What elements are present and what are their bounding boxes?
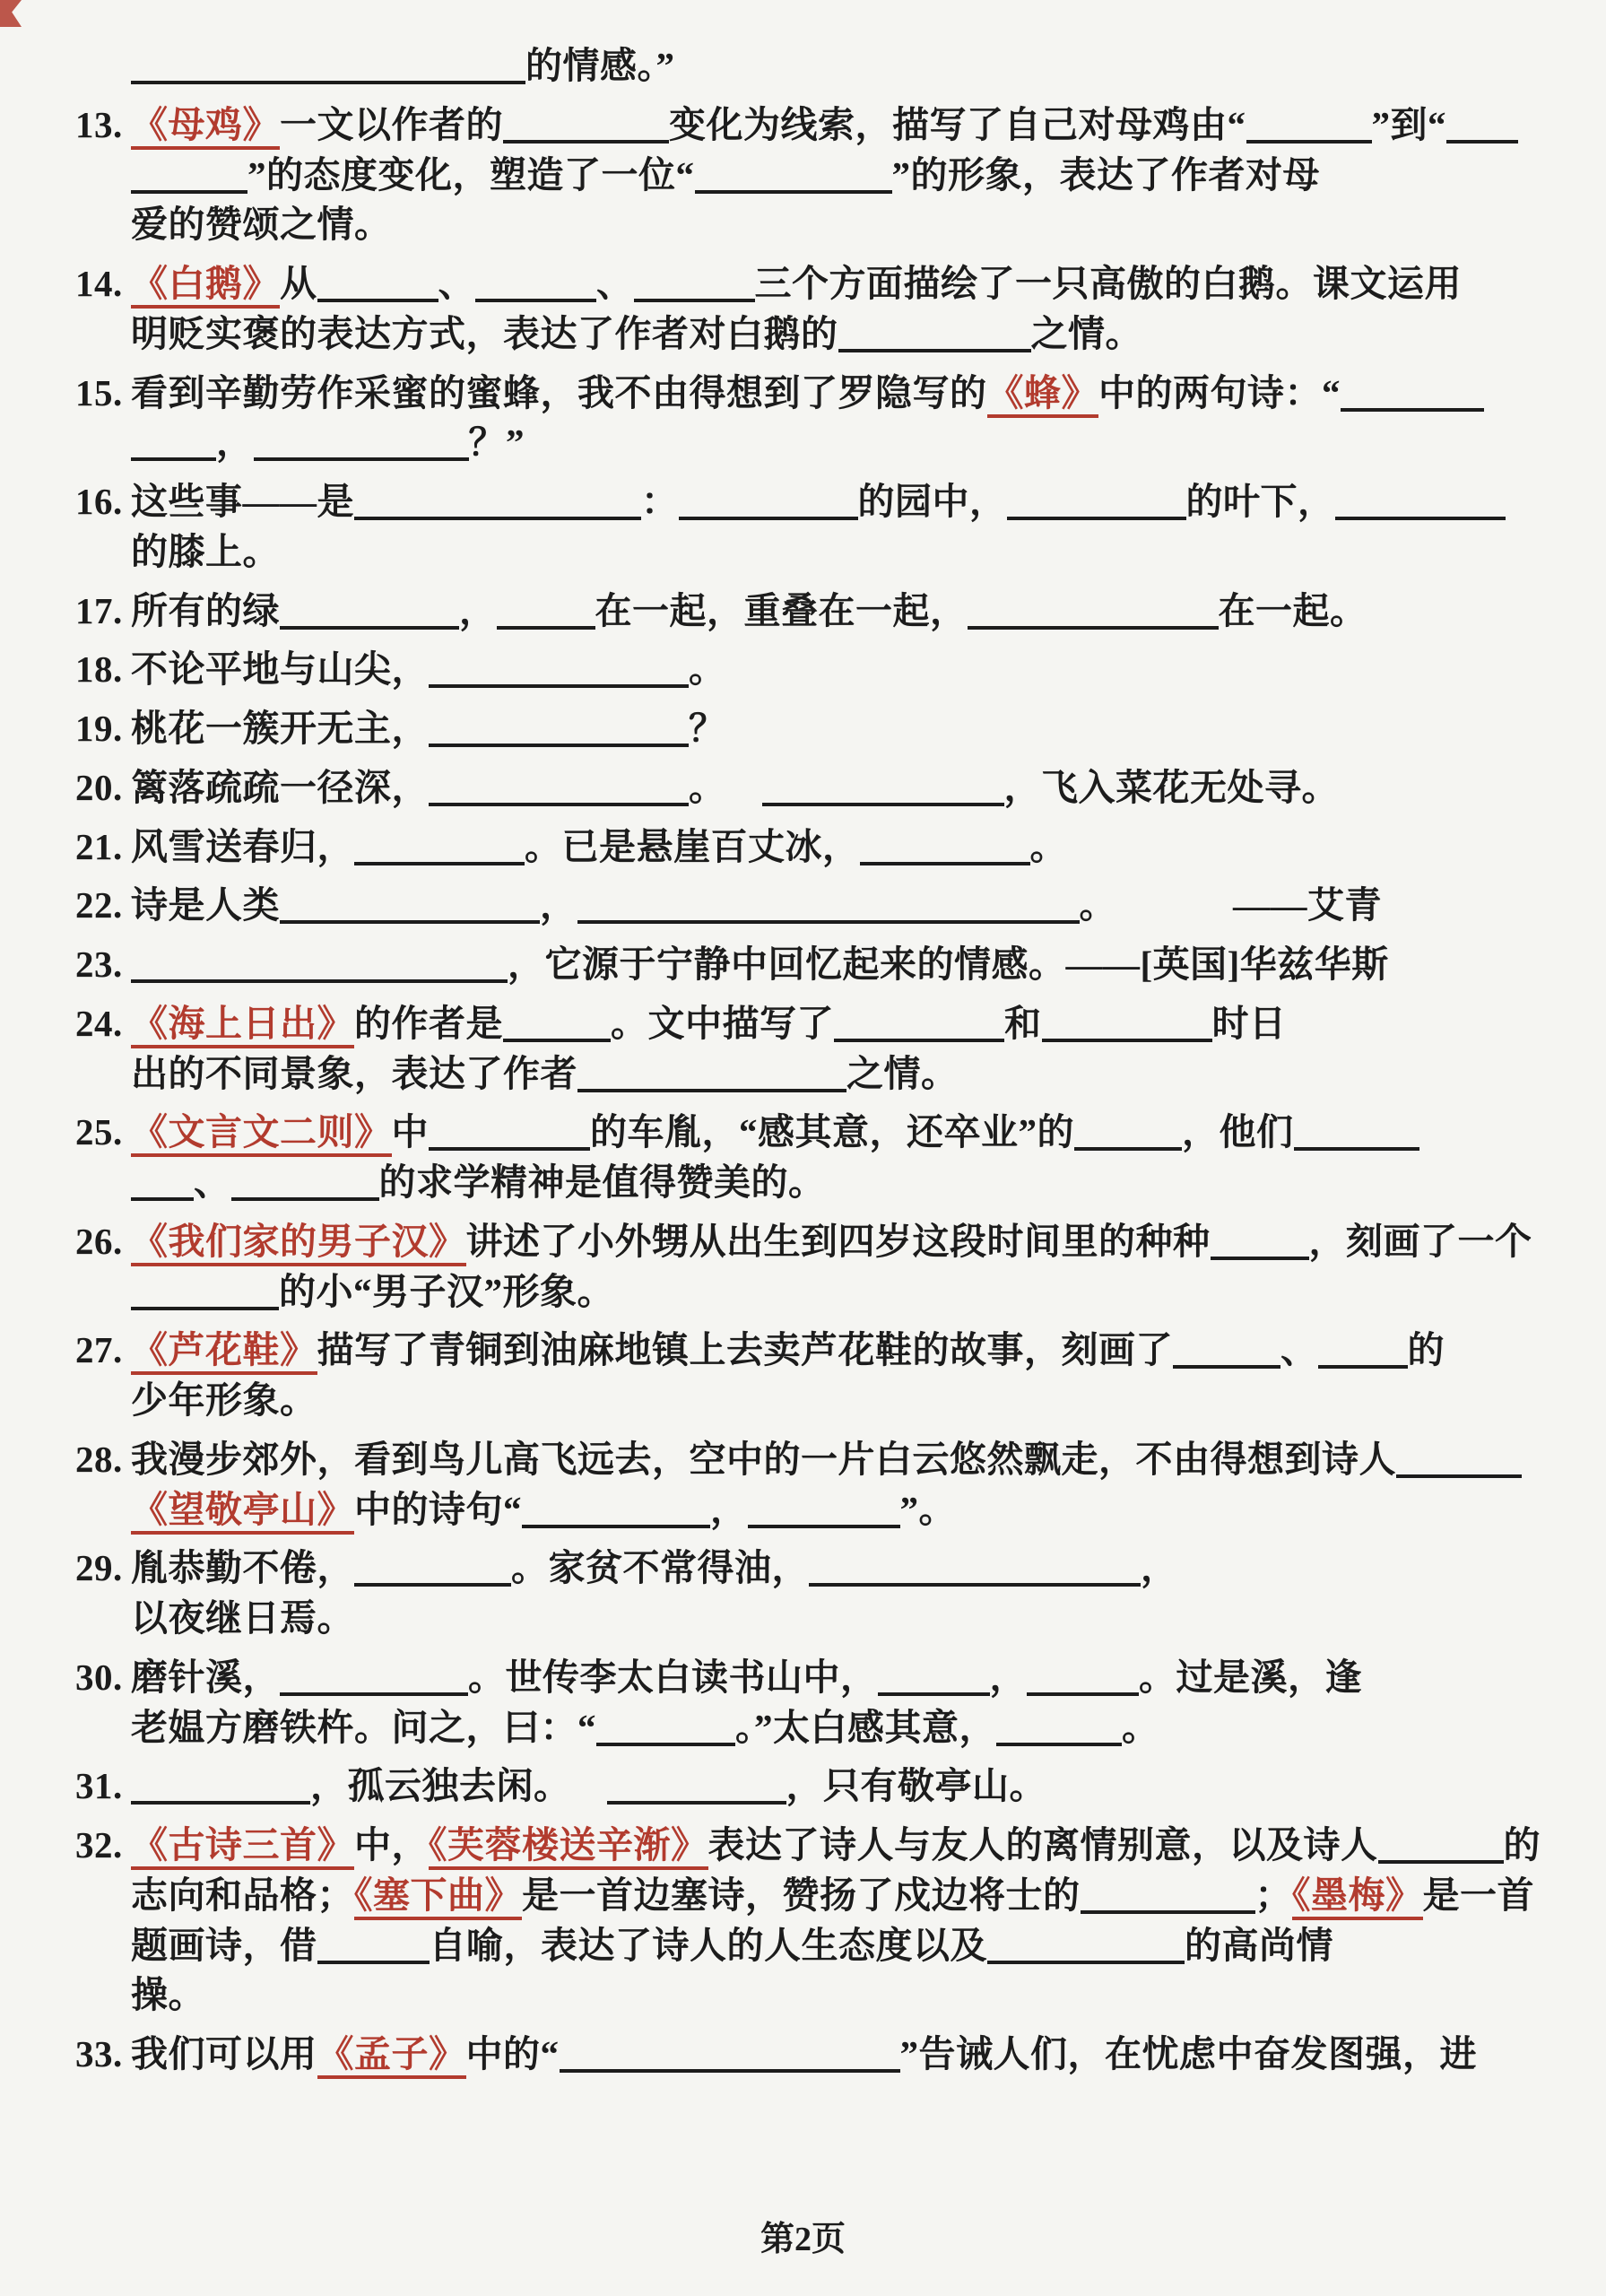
question-item	[75, 999, 1579, 1100]
book-title: 《孟子》	[317, 2033, 466, 2079]
question-text: 桃花一簇开无主，	[131, 708, 429, 749]
answer-blank[interactable]	[577, 1056, 846, 1092]
question-content	[131, 1653, 1579, 1753]
question-text: 篱落疏疏一径深，	[131, 766, 429, 808]
question-text: 是一首	[1422, 1874, 1534, 1916]
question-text: 操。	[131, 1974, 205, 2016]
question-text: 描写了青铜到油麻地镇上去卖芦花鞋的故事，刻画了	[317, 1329, 1173, 1371]
question-item	[75, 1108, 1579, 1208]
answer-blank[interactable]	[596, 1709, 735, 1746]
answer-blank[interactable]	[1211, 1223, 1309, 1260]
answer-blank[interactable]	[280, 887, 540, 924]
question-content	[131, 822, 1579, 873]
question-text: 志向和品格；	[131, 1874, 354, 1916]
question-text: 和	[1004, 1002, 1042, 1044]
question-text: 不论平地与山尖，	[131, 648, 429, 691]
question-item	[75, 1821, 1579, 2021]
question-item	[75, 369, 1579, 469]
question-text: 。	[1079, 884, 1116, 926]
book-title: 《塞下曲》	[354, 1874, 522, 1920]
question-item	[75, 881, 1579, 931]
question-text: 表达了诗人与友人的离情别意，以及诗人	[708, 1824, 1378, 1866]
question-text: ；	[1254, 1874, 1292, 1916]
question-text: 、	[438, 263, 475, 304]
answer-blank[interactable]	[1173, 1332, 1280, 1369]
question-text: 是一首边塞诗，赞扬了戍边将士的	[522, 1874, 1081, 1916]
answer-blank[interactable]	[748, 1492, 900, 1528]
question-number: 31.	[75, 1765, 123, 1807]
question-text: 的小“男子汉”形象。	[279, 1270, 614, 1312]
question-text: 所有的绿	[131, 589, 280, 631]
question-number: 20.	[75, 766, 123, 808]
answer-blank[interactable]	[1007, 483, 1186, 520]
question-item	[75, 477, 1579, 578]
question-text: ”。	[899, 1488, 956, 1530]
question-text: 时日	[1211, 1002, 1287, 1044]
answer-blank[interactable]	[280, 593, 459, 630]
question-content	[131, 587, 1579, 637]
answer-blank[interactable]	[968, 593, 1219, 630]
question-number: 18.	[75, 648, 123, 691]
question-item	[75, 940, 1579, 990]
question-text: 明贬实褒的表达方式，表达了作者对白鹅的	[131, 312, 838, 354]
question-content	[131, 1326, 1579, 1426]
question-text: 爱的赞颂之情。	[131, 204, 392, 246]
question-number: 22.	[75, 884, 123, 926]
question-text: 的膝上。	[131, 530, 280, 572]
question-number: 27.	[75, 1329, 123, 1371]
book-title: 《望敬亭山》	[131, 1489, 354, 1535]
answer-blank[interactable]	[503, 107, 669, 144]
spacer	[1116, 916, 1233, 918]
question-text: 胤恭勤不倦，	[131, 1547, 354, 1589]
answer-blank[interactable]	[1446, 107, 1518, 144]
question-text: 中的诗句“	[354, 1488, 522, 1530]
question-text: 题画诗，借	[131, 1924, 317, 1966]
question-text: 。”太白感其意，	[735, 1706, 996, 1748]
question-text: ，	[1141, 1547, 1178, 1589]
question-text: 磨针溪，	[131, 1656, 280, 1698]
answer-blank[interactable]	[607, 1768, 786, 1805]
question-text: ，刻画了一个	[1308, 1220, 1532, 1262]
question-text: 。	[1122, 1706, 1159, 1748]
question-content	[131, 1821, 1579, 2021]
question-text: ，孤云独去闲。	[310, 1765, 571, 1807]
answer-blank[interactable]	[1081, 1877, 1255, 1914]
question-content	[131, 645, 1579, 695]
question-text: 。	[689, 766, 726, 808]
answer-blank[interactable]	[131, 1768, 310, 1805]
answer-blank[interactable]	[497, 593, 595, 630]
question-text: 三个方面描绘了一只高傲的白鹅。课文运用	[754, 263, 1462, 304]
question-item	[75, 2030, 1579, 2080]
question-text: 。已是悬崖百丈冰，	[525, 825, 860, 867]
question-text: ，	[710, 1488, 748, 1530]
question-text: 一文以作者的	[280, 103, 503, 145]
answer-blank[interactable]	[1294, 1114, 1419, 1151]
answer-blank[interactable]	[560, 2036, 900, 2073]
answer-blank[interactable]	[131, 1164, 194, 1201]
question-item	[75, 1544, 1579, 1644]
question-number: 25.	[75, 1111, 123, 1153]
answer-blank[interactable]	[577, 887, 1080, 924]
question-item	[75, 1761, 1579, 1812]
answer-blank[interactable]	[429, 651, 689, 688]
question-number: 13.	[75, 103, 123, 145]
question-text: ，他们	[1182, 1111, 1294, 1153]
answer-blank[interactable]	[280, 1659, 468, 1696]
question-text: ——艾青	[1233, 884, 1382, 926]
question-text: ”的形象，表达了作者对母	[891, 153, 1320, 196]
answer-blank[interactable]	[354, 483, 641, 520]
answer-blank[interactable]	[429, 1114, 590, 1151]
book-title: 《海上日出》	[131, 1003, 354, 1048]
question-item	[75, 1653, 1579, 1753]
question-content	[131, 1435, 1579, 1535]
question-text: 我们可以用	[131, 2033, 317, 2074]
answer-blank[interactable]	[475, 265, 596, 302]
question-text: ，	[459, 589, 497, 631]
question-item	[75, 259, 1579, 360]
question-content	[131, 41, 1579, 91]
question-content	[131, 1108, 1579, 1208]
question-text: 看到辛勤劳作采蜜的蜜蜂，我不由得想到了罗隐写的	[131, 371, 987, 413]
question-text: 、	[194, 1161, 231, 1203]
question-text: 老媪方磨铁杵。问之，曰：“	[131, 1706, 596, 1748]
question-text: 的求学精神是值得赞美的。	[378, 1161, 826, 1203]
book-title: 《蜂》	[987, 372, 1099, 418]
question-number: 15.	[75, 371, 123, 413]
question-item	[75, 822, 1579, 873]
answer-blank[interactable]	[987, 1927, 1185, 1964]
answer-blank[interactable]	[762, 770, 1004, 806]
answer-blank[interactable]	[996, 1709, 1122, 1746]
book-title: 《古诗三首》	[131, 1824, 354, 1870]
answer-blank[interactable]	[354, 829, 525, 865]
question-item	[75, 704, 1579, 754]
book-title: 《墨梅》	[1292, 1874, 1423, 1920]
answer-blank[interactable]	[131, 48, 525, 84]
question-number: 17.	[75, 589, 123, 631]
question-text: ，	[216, 422, 254, 464]
question-content	[131, 1217, 1579, 1318]
question-text: 。	[689, 648, 726, 691]
question-text: 的	[1407, 1329, 1445, 1371]
question-text: 之情。	[1030, 312, 1142, 354]
question-text: 变化为线索，描写了自己对母鸡由“	[669, 103, 1246, 145]
question-content	[131, 477, 1579, 578]
question-text: ，它源于宁静中回忆起来的情感。——[英国]华兹华斯	[508, 944, 1389, 985]
question-text: 中的两句诗：“	[1098, 371, 1341, 413]
question-number: 23.	[75, 944, 123, 985]
question-content	[131, 763, 1579, 813]
question-text: 的	[1503, 1824, 1541, 1866]
answer-blank[interactable]	[838, 316, 1031, 352]
question-text: 的车胤，“感其意，还卒业”的	[590, 1111, 1074, 1153]
question-number: 30.	[75, 1656, 123, 1698]
question-number: 33.	[75, 2033, 123, 2074]
question-content	[131, 999, 1579, 1100]
answer-blank[interactable]	[634, 265, 755, 302]
answer-blank[interactable]	[878, 1659, 990, 1696]
answer-blank[interactable]	[1246, 107, 1372, 144]
book-title: 《白鹅》	[131, 263, 280, 309]
question-text: 从	[280, 263, 317, 304]
answer-blank[interactable]	[809, 1550, 1141, 1587]
question-text: 的情感。”	[525, 45, 675, 86]
question-number: 21.	[75, 825, 123, 867]
answer-blank[interactable]	[1074, 1114, 1182, 1151]
question-content	[131, 100, 1579, 250]
question-text: 自喻，表达了诗人的人生态度以及	[429, 1924, 987, 1966]
spacer	[726, 798, 762, 800]
question-content	[131, 704, 1579, 754]
answer-blank[interactable]	[429, 770, 689, 806]
question-item	[75, 100, 1579, 250]
question-text: 。	[1029, 825, 1067, 867]
question-number: 16.	[75, 481, 123, 522]
question-text: 少年形象。	[131, 1379, 317, 1421]
answer-blank[interactable]	[254, 424, 469, 461]
question-number: 14.	[75, 263, 123, 304]
question-item	[75, 587, 1579, 637]
question-item	[75, 1217, 1579, 1318]
page-number: 第2页	[760, 2221, 846, 2258]
question-number: 19.	[75, 708, 123, 749]
question-content	[131, 369, 1579, 469]
answer-blank[interactable]	[131, 946, 508, 983]
book-title: 《我们家的男子汉》	[131, 1221, 466, 1266]
question-text: ”的态度变化，塑造了一位“	[247, 153, 695, 196]
question-text: 以夜继日焉。	[131, 1597, 354, 1639]
answer-blank[interactable]	[1378, 1827, 1504, 1864]
question-number: 29.	[75, 1547, 123, 1589]
answer-blank[interactable]	[1341, 375, 1484, 412]
question-text: 出的不同景象，表达了作者	[131, 1052, 577, 1094]
book-title: 《芦花鞋》	[131, 1329, 317, 1375]
question-text: 讲述了小外甥从出生到四岁这段时间里的种种	[465, 1220, 1211, 1262]
answer-blank[interactable]	[860, 829, 1030, 865]
question-text: 的高尚情	[1185, 1924, 1333, 1966]
question-text: 我漫步郊外，看到鸟儿高飞远去，空中的一片白云悠然飘走，不由得想到诗人	[131, 1438, 1396, 1480]
question-text: 在一起，重叠在一起，	[595, 589, 968, 631]
question-content	[131, 1544, 1579, 1644]
answer-blank[interactable]	[317, 1927, 430, 1964]
answer-blank[interactable]	[834, 1005, 1004, 1042]
question-text: 之情。	[846, 1052, 959, 1094]
answer-blank[interactable]	[131, 157, 247, 194]
question-text: 风雪送春归，	[131, 825, 354, 867]
question-content	[131, 881, 1579, 931]
answer-blank[interactable]	[695, 157, 892, 194]
question-text: 在一起。	[1218, 589, 1367, 631]
question-item	[75, 645, 1579, 695]
question-text: 、	[1280, 1329, 1318, 1371]
answer-blank[interactable]	[317, 265, 438, 302]
answer-blank[interactable]	[1318, 1332, 1408, 1369]
answer-blank[interactable]	[1396, 1441, 1522, 1478]
question-item	[75, 41, 1579, 91]
answer-blank[interactable]	[1042, 1005, 1212, 1042]
question-number	[75, 41, 131, 91]
answer-blank[interactable]	[131, 424, 216, 461]
answer-blank[interactable]	[354, 1550, 511, 1587]
question-text: 中	[391, 1111, 429, 1153]
answer-blank[interactable]	[131, 1274, 279, 1310]
question-text: ，飞入菜花无处寻。	[1003, 766, 1339, 808]
book-title: 《芙蓉楼送辛渐》	[429, 1824, 708, 1870]
question-text: 的园中，	[857, 481, 1007, 522]
question-text: ？	[689, 708, 726, 749]
question-text: 的叶下，	[1185, 481, 1335, 522]
question-text: ，	[540, 884, 577, 926]
question-number: 28.	[75, 1438, 123, 1480]
question-text: 。过是溪，逢	[1139, 1656, 1362, 1698]
question-text: 诗是人类	[131, 884, 280, 926]
question-text: ？”	[468, 422, 525, 464]
question-text: 中的“	[465, 2033, 560, 2074]
question-content	[131, 2030, 1579, 2080]
question-text: ”到“	[1371, 103, 1446, 145]
question-text: ，只有敬亭山。	[786, 1765, 1046, 1807]
question-item	[75, 763, 1579, 813]
question-text: 。家贫不常得油，	[511, 1547, 809, 1589]
answer-blank[interactable]	[429, 710, 689, 747]
question-text: 的作者是	[354, 1002, 503, 1044]
question-content	[131, 259, 1579, 360]
question-text: 中，	[354, 1824, 429, 1866]
question-text: ：	[641, 481, 679, 522]
question-text: ”告诫人们，在忧虑中奋发图强，进	[899, 2033, 1477, 2074]
answer-blank[interactable]	[1335, 483, 1506, 520]
question-number: 26.	[75, 1220, 123, 1262]
book-title: 《母鸡》	[131, 104, 280, 150]
question-number: 24.	[75, 1002, 123, 1044]
question-item	[75, 1435, 1579, 1535]
question-text: 这些事——是	[131, 481, 354, 522]
question-text: 。世传李太白读书山中，	[468, 1656, 878, 1698]
question-text: 。文中描写了	[611, 1002, 834, 1044]
answer-blank[interactable]	[679, 483, 858, 520]
answer-blank[interactable]	[231, 1164, 379, 1201]
answer-blank[interactable]	[1027, 1659, 1139, 1696]
question-content	[131, 1761, 1579, 1812]
book-title: 《文言文二则》	[131, 1111, 392, 1157]
question-text: ，	[989, 1656, 1027, 1698]
spacer	[571, 1796, 607, 1798]
question-number: 32.	[75, 1824, 123, 1866]
answer-blank[interactable]	[522, 1492, 710, 1528]
answer-blank[interactable]	[503, 1005, 611, 1042]
question-text: 、	[596, 263, 634, 304]
question-content	[131, 940, 1579, 990]
question-item	[75, 1326, 1579, 1426]
